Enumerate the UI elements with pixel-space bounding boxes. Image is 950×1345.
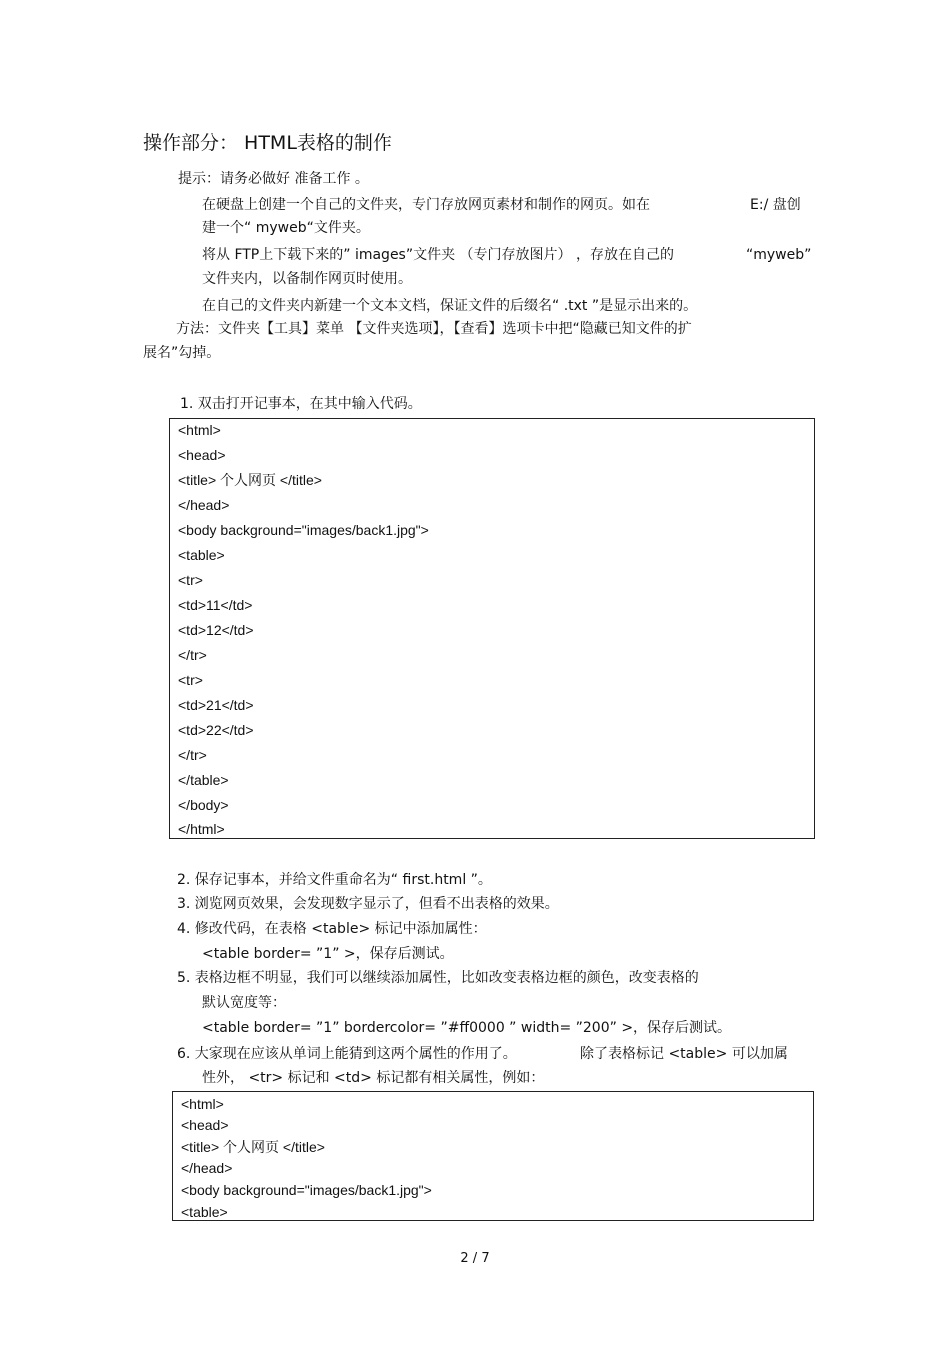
code-block-1 [169,418,815,839]
method-line-a: 方法：文件夹【工具】菜单 【文件夹选项】，【查看】选项卡中把“隐藏已知文件的扩 [176,321,692,337]
prep-para-2a: 将从 FTP上下载下来的” images”文件夹 （专门存放图片） ，存放在自己的 [202,247,675,263]
step-6c: 性外， <tr> 标记和 <td> 标记都有相关属性，例如： [202,1070,545,1086]
code-line: <td>21</td> [178,697,254,713]
step-6b: 除了表格标记 <table> 可以加属 [580,1046,788,1062]
code-line: <td>12</td> [178,622,254,638]
code-line: <head> [181,1117,229,1133]
prep-para-1a: 在硬盘上创建一个自己的文件夹，专门存放网页素材和制作的网页。如在 [202,197,650,213]
code-line: </html> [178,821,225,837]
code-line: </tr> [178,647,207,663]
step-4-code: <table border= ”1” >，保存后测试。 [202,946,454,962]
step-2: 2. 保存记事本，并给文件重命名为“ first.html ”。 [177,872,492,888]
code-line: <td>22</td> [178,722,254,738]
code-line: <td>11</td> [178,597,253,613]
code-line: <body background="images/back1.jpg"> [181,1182,432,1198]
code-line: <html> [181,1096,224,1112]
page-title: 操作部分： HTML表格的制作 [143,132,392,154]
code-line: </table> [178,772,229,788]
page-number: 2 / 7 [460,1251,490,1266]
step-5-cont: 默认宽度等： [202,995,286,1011]
prep-para-2b: “myweb” [746,247,812,263]
code-line: </body> [178,797,229,813]
code-line: </tr> [178,747,207,763]
code-line: </head> [178,497,230,513]
step-3: 3. 浏览网页效果，会发现数字显示了，但看不出表格的效果。 [177,896,559,912]
prep-para-1b: E:/ 盘创 [750,197,801,213]
code-line: <title> 个人网页 </title> [178,472,322,488]
code-block-2 [172,1091,814,1221]
code-line: <body background="images/back1.jpg"> [178,522,429,538]
code-line: <tr> [178,672,203,688]
hint-text: 提示：请务必做好 准备工作 。 [178,171,369,187]
step-1: 1. 双击打开记事本，在其中输入代码。 [180,396,422,412]
code-line: <tr> [178,572,203,588]
method-line-b: 展名”勾掉。 [143,345,221,361]
code-line: <table> [181,1204,228,1220]
code-line: <head> [178,447,226,463]
prep-para-2c: 文件夹内，以备制作网页时使用。 [202,271,412,287]
code-line: <table> [178,547,225,563]
code-line: </head> [181,1160,233,1176]
step-4: 4. 修改代码，在表格 <table> 标记中添加属性： [177,921,487,937]
code-line: <title> 个人网页 </title> [181,1139,325,1155]
code-line: <html> [178,422,221,438]
prep-para-1c: 建一个“ myweb“文件夹。 [202,220,370,236]
step-6a: 6. 大家现在应该从单词上能猜到这两个属性的作用了。 [177,1046,517,1062]
step-5: 5. 表格边框不明显，我们可以继续添加属性，比如改变表格边框的颜色，改变表格的 [177,970,699,986]
prep-para-3: 在自己的文件夹内新建一个文本文档，保证文件的后缀名“ .txt ”是显示出来的。 [202,298,698,314]
step-5-code: <table border= ”1” bordercolor= ”#ff0000 ” width= ”200” >，保存后测试。 [202,1020,732,1036]
